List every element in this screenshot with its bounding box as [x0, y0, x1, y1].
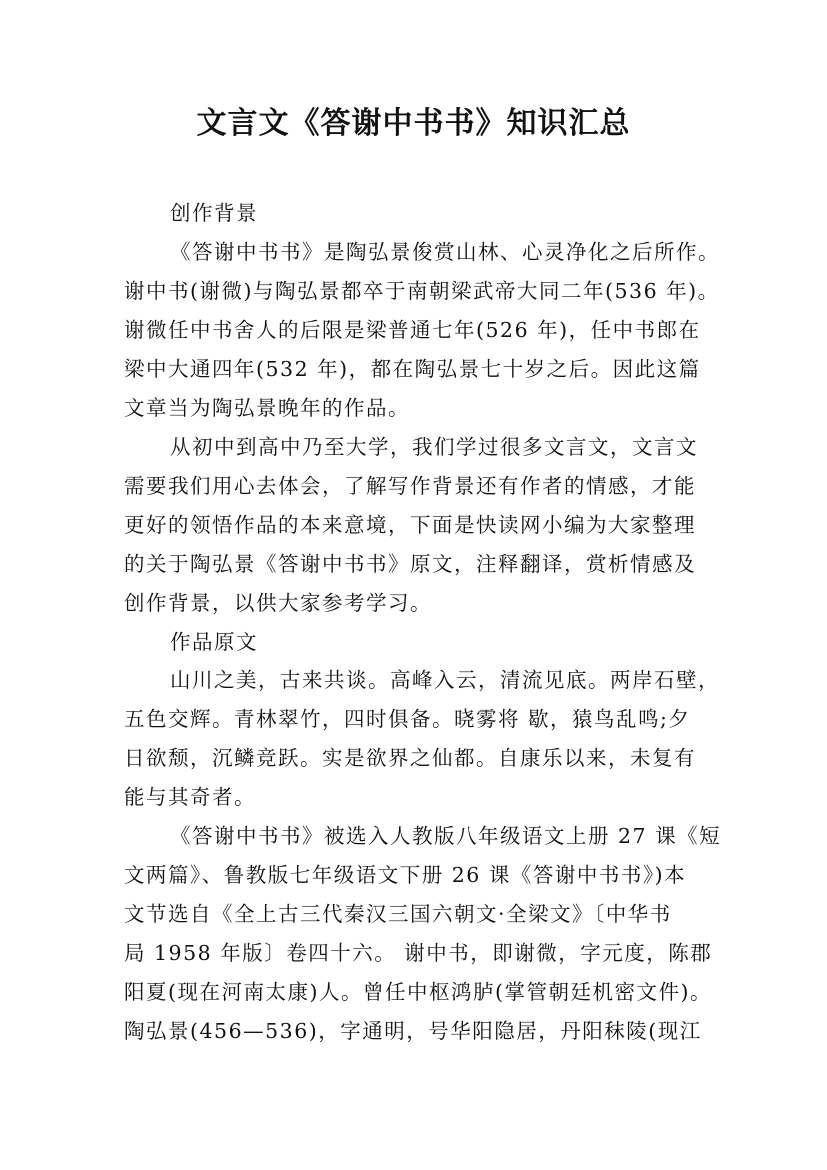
- paragraph-line: 需要我们用心去体会，了解写作背景还有作者的情感，才能: [124, 474, 696, 498]
- heading-creation-background: 创作背景: [170, 201, 258, 225]
- paragraph-line: 阳夏(现在河南太康)人。曾任中枢鸿胪(掌管朝廷机密文件)。: [124, 980, 712, 1004]
- heading-original-text: 作品原文: [170, 630, 258, 654]
- paragraph-line: 更好的领悟作品的本来意境，下面是快读网小编为大家整理: [124, 513, 696, 537]
- paragraph-line: 《答谢中书书》是陶弘景俊赏山林、心灵净化之后所作。: [170, 240, 720, 264]
- paragraph-line: 《答谢中书书》被选入人教版八年级语文上册 27 课《短: [170, 824, 722, 848]
- paragraph-line: 的关于陶弘景《答谢中书书》原文，注释翻译，赏析情感及: [124, 552, 696, 576]
- paragraph-line: 能与其奇者。: [124, 785, 256, 809]
- paragraph-line: 文节选自《全上古三代秦汉三国六朝文·全梁文》〔中华书: [124, 902, 672, 926]
- paragraph-line: 陶弘景(456—536)，字通明，号华阳隐居，丹阳秣陵(现江: [124, 1019, 702, 1043]
- document-title: 文言文《答谢中书书》知识汇总: [196, 106, 631, 141]
- paragraph-line: 梁中大通四年(532 年)，都在陶弘景七十岁之后。因此这篇: [124, 357, 701, 381]
- paragraph-line: 局 1958 年版〕卷四十六。 谢中书，即谢微，字元度，陈郡: [124, 941, 713, 965]
- paragraph-line: 文章当为陶弘景晚年的作品。: [124, 396, 410, 420]
- paragraph-line: 谢中书(谢微)与陶弘景都卒于南朝梁武帝大同二年(536 年)。: [124, 279, 720, 303]
- paragraph-line: 从初中到高中乃至大学，我们学过很多文言文，文言文: [170, 435, 698, 459]
- paragraph-line: 谢微任中书舍人的后限是梁普通七年(526 年)，任中书郎在: [124, 318, 701, 342]
- paragraph-line: 创作背景，以供大家参考学习。: [124, 591, 432, 615]
- paragraph-line: 五色交辉。青林翠竹，四时俱备。晓雾将 歇，猿鸟乱鸣;夕: [124, 707, 691, 731]
- paragraph-line: 山川之美，古来共谈。高峰入云，清流见底。两岸石壁，: [170, 668, 720, 692]
- paragraph-line: 日欲颓，沉鳞竞跃。实是欲界之仙都。自康乐以来，未复有: [124, 746, 696, 770]
- paragraph-line: 文两篇》、鲁教版七年级语文下册 26 课《答谢中书书》)本: [124, 863, 687, 887]
